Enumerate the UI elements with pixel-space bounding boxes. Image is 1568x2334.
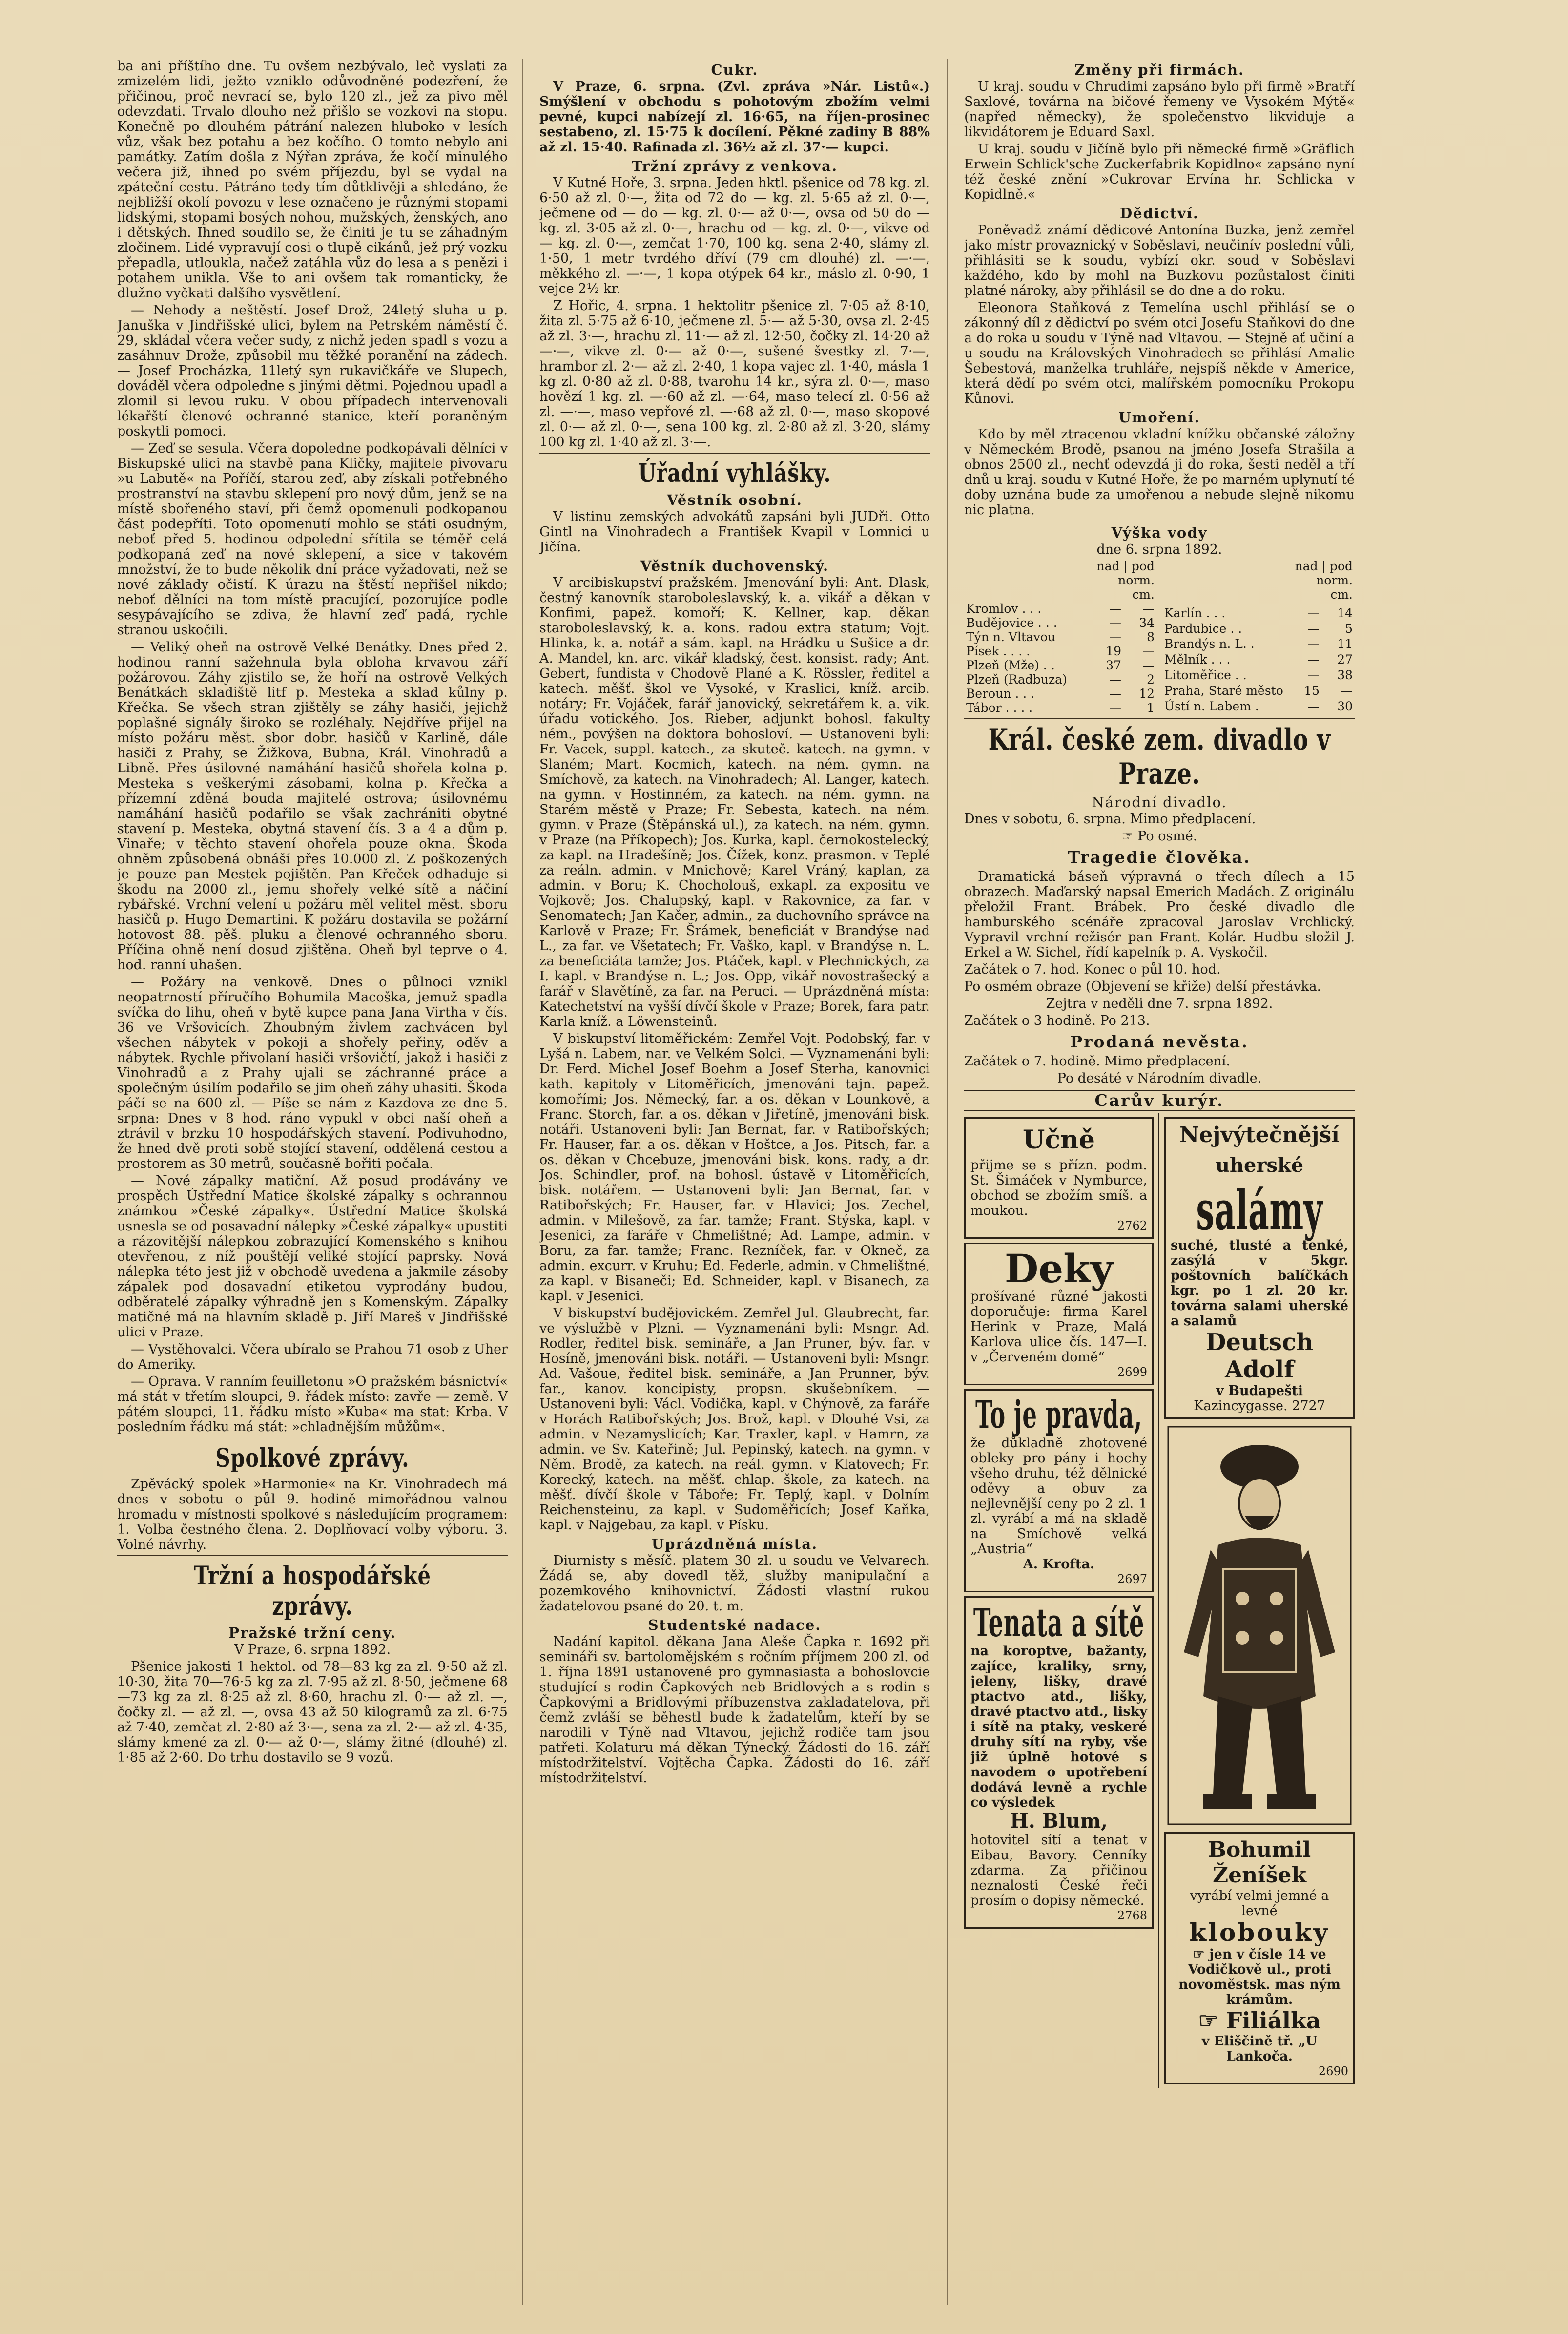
water-pod: 14: [1337, 605, 1353, 620]
article-cukr: V Praze, 6. srpna. (Zvl. zpráva »Nár. Listů«.) Smýšlení v obchodu s pohotovým zbožím velmi pevné, kupci nabízejí zl. 16·65, na říjen-prosinec sestabeno, zl. 15·75 k docílení. Pěkné zadiny B 88% až zl. 15·40. Rafinada zl. 36½ až zl. 37·— kupci.: [539, 79, 930, 155]
water-place: Kromlov . . .: [966, 602, 1042, 616]
water-place: Praha, Staré město: [1164, 684, 1283, 698]
water-row: [1162, 637, 1355, 652]
water-row: [1162, 652, 1355, 668]
article-pozary: — Požáry na venkově. Dnes o půlnoci vznikl neopatrností příručího Bohumila Macoška, jemuž spadla svíčka do lihu, oheň v bytě kupce pana Jana Virtha v čís. 36 ve Vršovicích. Zhoubným živlem zachvácen byl všechen nábytek v pokoji a shořely peřiny, oděv a nábytek. Rychle přivolaní hasiči vršovičtí, jakož i hasiči z Vinohradů a z Prahy ujali se záchranné práce a společným úsilím podařilo se jim oheň záhy uhasiti. Škoda páčí se na 600 zl. — Píše se nám z Kazdova ze dne 5. srpna: Dnes v 8 hod. ráno vypukl v obci naší oheň a ztrávil v brzku 10 hospodářských stavení. Podivuhodno, že hned dvě proti sobě stojící stavení, oddělená cestou a prostorem as 30 metrů, současně bořiti počala.: [117, 975, 508, 1171]
column-left: [117, 59, 508, 2305]
ads-left: [964, 1113, 1159, 2088]
water-nad: —: [1307, 637, 1320, 651]
water-row: [964, 602, 1156, 616]
water-pod: 12: [1139, 687, 1155, 701]
water-place: Plzeň (Radbuza): [966, 672, 1067, 687]
water-pod: 8: [1147, 630, 1155, 644]
play-title: Carův kurýr.: [964, 1090, 1355, 1111]
water-level-table: [964, 559, 1355, 715]
water-place: Pardubice . .: [1164, 621, 1242, 636]
subheading: Pražské tržní ceny.: [228, 1625, 396, 1641]
subheading: Dědictví.: [1120, 205, 1199, 222]
article-uprazdnena: Diurnisty s měsíč. platem 30 zl. u soudu ve Velvarech. Žádá se, aby dovedl těž, služby manipulační a pozemkového knihovnictví. Žádosti vlastní rukou žadatelovou psané do 20. t. m.: [539, 1553, 930, 1614]
water-nad: 19: [1106, 644, 1121, 658]
ad-title: [1171, 2007, 1348, 2034]
ads-right: [1164, 1113, 1355, 2088]
article-duchovensky-1: V arcibiskupství pražském. Jmenování byli: Ant. Dlask, čestný kanovník staroboleslavský, k. a. vikář a děkan v Konfimi, papež. komoří; K. Kellner, kap. děkan staroboleslavský, k. a. kons. radou extra statum; Vojt. Hlinka, k. a. notář a sám. kapl. na Hrádku u Sušice a dr. A. Mandel, kn. arc. vikář kladský, čest. konsist. rady; Ant. Gebert, fundista v Chodově Plané a K. Rössler, ředitel a katech. měšť. škol ve Vysoké, v Kraslici, kníž. arcib. notáry; Fr. Vojáček, farář janovický, sekretářem k. a. vik. úřadu votického. Jos. Rieber, adjunkt bohosl. fakulty ném., povýšen na doktora bohosloví. — Ustanoveni byli: Fr. Vacek, suppl. katech., za skuteč. katech. na gymn. v Slaném; Mart. Kocmich, katech. na ném. gymn. na Smíchově, za katech. na Vinohradech; Al. Langer, katech. na gymn. v Hostinném, za katech. na ném. gymn. na Starém městě v Praze; Fr. Sebesta, katech. na ném. gymn. v Praze (Štěpánská ul.), za katech. na ném. gymn. v Praze (na Příkopech); Jos. Kurka, kapl. černokostelecký, za kapl. na Hradešíně; Jos. Čížek, konz. prasmon. v Teplé za reáln. admin. v Mnichově; Karel Vráný, kaplan, za admin. v Boru; K. Chocholouš, exkapl. za expositu ve Vojkově; Jos. Chalupský, kapl. v Rakovnice, za far. v Senomatech; Jan Kačer, admin., za duchovního správce na Karlově v Praze; Fr. Šrámek, beneficiát v Brandýse nad L., za far. ve Všetatech; Fr. Vaško, kapl. v Brandýse n. L. za beneficiáta tamže; Jos. Ptáček, kapl. v Plechnických, za I. kapl. v Brandýse n. L.; Jos. Opp, vikář novostrašecký a farář v Slavětíně, za far. na Peruci. — Uprázdněná místa: Katechetství na vyšší dívčí škole v Praze; Borek, fara patr. Karla kníž. a Löwensteinů.: [539, 575, 930, 1029]
water-row: [1162, 699, 1355, 715]
water-pod: —: [1142, 644, 1155, 658]
ad-number: 2697: [1117, 1572, 1147, 1586]
ad-text: suché, tlusté a tenké, zasýlá v 5kgr. poštovních balíčkách kgr. po 1 zl. 20 kr. továrna salami uherské a salamů: [1171, 1238, 1348, 1329]
article-dedictvi-2: Eleonora Staňková z Temelína uschl přihlásí se o zákonný díl z dědictví po svém otci Josefu Staňkovi do dne a do roka u soudu v Týně nad Vltavou. — Stejně ať učiní a u soudu na Královských Vinohradech se přihlásí Amalie Šebestová, manželka truhláře, nejspíš někde v Americe, která dědí po svém otci, malířském pomocníku Prokopu Kůnovi.: [964, 300, 1355, 406]
performance-note: Po desáté v Národním divadle.: [1057, 1071, 1262, 1086]
water-table-right: [1162, 559, 1355, 715]
water-row: [1162, 668, 1355, 684]
ad-address: [1171, 1398, 1348, 1414]
water-header: nad | pod norm. cm.: [1295, 559, 1353, 602]
water-nad: —: [1307, 605, 1320, 620]
subheading: Tržní zprávy z venkova.: [631, 158, 838, 174]
ad-salamy: [1164, 1117, 1355, 1419]
water-row: [964, 658, 1156, 672]
article-zapalky: — Nové zápalky matiční. Až posud prodávány ve prospěch Ústřední Matice školské zápalky s ochrannou známkou »České zápalky«. Ústřední Matice školská usnesla se od posavadní nálepky »České zápalky« upustiti a rázovitější nálepkou zobrazující Komenského s knihou otevřenou, z níž pouštějí veliké stojící paprsky. Nová nálepka této jest již v obchodě uvedena a jakmile zásoby zápalek pod dosavadní etiketou vyprodány budou, odběratelé zápalky výhradně jen s Komenským. Zápalky matičné má na hlavním skladě p. Jiří Mareš v Jindřišské ulici v Praze.: [117, 1173, 508, 1340]
water-row: [964, 701, 1156, 715]
divider: [964, 718, 1355, 719]
play-description: Dramatická báseň výpravná o třech dílech a 15 obrazech. Maďarský napsal Emerich Madách. Z originálu přeložil Frant. Brábek. Pro české divadlo dle hamburského scénáře zpracoval Jaroslav Vrchlický. Vypravil vrchní režisér pan Frant. Kolár. Hudbu složil J. Erkel a W. Sichel, řídí kapelník p. A. Vyskočil.: [964, 869, 1355, 960]
ad-firm: A. Krofta.: [1023, 1557, 1095, 1572]
water-place: Tábor . . . .: [966, 701, 1033, 715]
divider: [117, 1555, 508, 1556]
ad-pravda: [964, 1389, 1154, 1592]
ad-title: uherské: [1215, 1154, 1304, 1177]
water-pod: 34: [1139, 616, 1155, 630]
water-place: Mělník . . .: [1164, 652, 1231, 667]
water-nad: —: [1109, 672, 1121, 687]
start-time: Začátek o 3 hodině. Po 213.: [964, 1013, 1150, 1028]
column-rule: [947, 59, 948, 2305]
subheading: Změny při firmách.: [1074, 62, 1245, 78]
water-place: Brandýs n. L. .: [1164, 637, 1255, 651]
article-ceny: Pšenice jakosti 1 hektol. od 78—83 kg za zl. 9·50 až zl. 10·30, žita 70—76·5 kg za zl. 7·95 až zl. 8·50, ječmene 68—73 kg za zl. 8·25 až zl. 8·60, hrachu zl. 0·— až zl. —, čočky zl. — až zl. —, ovsa 43 až 50 kilogramů za zl. 6·75 až 7·40, zemčat zl. 2·80 až 3·—, sena za zl. 2·— až zl. 4·35, slámy kmené za zl. 0·— až 0·—, slámy žitné (dlouhé) zl. 1·85 až 2·60. Do trhu dostavilo se 9 vozů.: [117, 1659, 508, 1765]
water-row: [1162, 606, 1355, 622]
pointing-hand-icon: ☞: [1198, 2007, 1218, 2034]
water-date: dne 6. srpna 1892.: [1096, 542, 1222, 557]
ad-number: 2727: [1292, 1398, 1325, 1414]
ad-text: prošívané různé jakosti doporučuje: firma Karel Herink v Praze, Malá Karlova ulice čís. 147—I. v „Červeném domě“: [970, 1289, 1147, 1365]
water-pod: 5: [1345, 621, 1353, 636]
section-heading: Tržní a hospodářské zprávy.: [194, 1561, 431, 1621]
article-text: ba ani příštího dne. Tu ovšem nezbývalo, leč vyslati za zmizelém lidi, ježto vzniklo odůvodněné podezření, že přičinou, proč nevrací se, bylo 120 zl., jež za pivo měl odevzdati. Trvalo dlouho než přišlo se vozkovi na stopu. Konečně po dlouhém pátrání nalezen hluboko v lesích vůz, však bez potahu a bez kočího. O tomto nebylo ani památky. Zatím došla z Nýřan zpráva, že kočí minulého večera již, ihned po svém příjezdu, byl se vydal na zpáteční cestu. Pátráno tedy tím důtklivěji a shledáno, že nejbližší okolí povozu v lese označeno je různými stopami lidskými, stopami bosých nohou, mužských, ženských, ano i dětských. Ihned soudilo se, že činiti je tu se záhadným zločinem. Lidé vypravují cosi o tlupě cikánů, jež prý vozku přepadla, utloukla, načež zatáhla vůz do lesa a s penězi i potahem unikla. Vše to ani ovšem tak romanticky, že dlužno vyčkati dalšího vysvětlení.: [117, 59, 508, 301]
water-place: Ústí n. Labem .: [1164, 699, 1259, 714]
water-header: nad | pod norm. cm.: [1096, 559, 1155, 602]
ad-text: že důkladně zhotovené obleky pro pány i hochy všeho druhu, též dělnické oděvy a obuv za nejlevnější ceny po 2 zl. 1 zl. vyrábí a má na skladě na Smíchově velká „Austria“: [970, 1436, 1147, 1557]
subheading: Studentské nadace.: [648, 1617, 822, 1633]
figure-illustration: [1164, 1423, 1355, 1828]
article-dedictvi-1: Poněvadž známí dědicové Antonína Buzka, jenž zemřel jako místr provaznický v Soběslavi, neučinív poslední vůli, přihlásiti se k soudu, vybízí okr. soud v Soběslavi každého, kdo by mohl na Buzkovu pozůstalost činiti platné nároky, aby přihlásil se do dne a do roku.: [964, 223, 1355, 298]
water-nad: —: [1109, 630, 1121, 644]
ad-text: hotovitel sítí a tenat v Eibau, Bavory. Cenníky zdarma. Za přičinou neznalosti České řeči prosím o dopisy německé.: [970, 1833, 1147, 1908]
water-pod: 30: [1337, 699, 1353, 714]
water-place: Beroun . . .: [966, 687, 1035, 701]
ad-title: Nejvýtečnější: [1179, 1123, 1340, 1147]
subheading: Národní divadlo.: [1092, 794, 1227, 811]
article-vystehovalci: — Vystěhovalci. Včera ubíralo se Prahou 71 osob z Uher do Ameriky.: [117, 1342, 508, 1372]
article-umoreni: Kdo by měl ztracenou vkladní knížku občanské záložny v Německém Brodě, psanou na jméno Josefa Strašila a obnos 2500 zl., nechť odevzdá ji do roka, šesti neděl a tří dnů u kraj. soudu v Kutné Hoře, že po marném uplynutí té doby uznána bude za umořenou a nebude slejně nikomu nic platna.: [964, 427, 1355, 518]
water-row: [964, 644, 1156, 658]
ad-number: 2762: [1117, 1219, 1147, 1232]
performance-count: [964, 829, 1355, 844]
ad-number: 2690: [1318, 2064, 1348, 2078]
theatre-heading: Král. české zem. divadlo v Praze.: [988, 723, 1331, 791]
ad-firm: Deutsch Adolf: [1205, 1329, 1314, 1383]
water-place: Litoměřice . .: [1164, 668, 1247, 683]
water-pod: —: [1142, 658, 1155, 672]
ad-title: Učně: [1023, 1125, 1095, 1155]
water-pod: 2: [1147, 672, 1155, 687]
ad-firm: H. Blum,: [1010, 1810, 1108, 1833]
ad-number: 2699: [1117, 1365, 1147, 1379]
dateline: V Praze, 6. srpna 1892.: [234, 1642, 391, 1657]
section-heading: Spolkové zprávy.: [215, 1443, 410, 1473]
article-harmonie: Zpěvácký spolek »Harmonie« na Kr. Vinohradech má dnes v sobotu o půl 9. hodině mimořádnou valnou hromadu v místnosti spolkové s následujícím programem: 1. Volba čestného člena. 2. Doplňovací volby výboru. 3. Volné návrhy.: [117, 1477, 508, 1552]
article-firmy-1: U kraj. soudu v Chrudimi zapsáno bylo při firmě »Bratří Saxlové, továrna na bičové řemeny ve Vysokém Mýtě« (napřed německy), že společenstvo likviduje a likvidátorem je Eduard Saxl.: [964, 79, 1355, 140]
water-row: [964, 687, 1156, 701]
pointing-hand-icon: ☞: [1193, 1947, 1205, 1962]
ad-title: To je pravda,: [975, 1393, 1142, 1437]
ad-tenata: [964, 1596, 1154, 1929]
ad-zenisek: [1164, 1832, 1355, 2084]
water-place: Karlín . . .: [1164, 605, 1226, 620]
ad-number: 2768: [1117, 1909, 1147, 1922]
water-nad: —: [1307, 699, 1320, 714]
start-time: Začátek o 7. hodině. Mimo předplacení.: [964, 1054, 1231, 1069]
ad-title: klobouky: [1189, 1918, 1330, 1947]
ad-title: Bohumil Ženíšek: [1208, 1837, 1311, 1888]
ad-text-body: jen v čísle 14 ve Vodičkově ul., proti novoměstsk. mas ným krámům.: [1178, 1947, 1341, 2007]
play-title: Prodaná nevěsta.: [1070, 1032, 1249, 1051]
water-place: Plzeň (Mže) . .: [966, 658, 1055, 672]
article-kutna-hora: V Kutné Hoře, 3. srpna. Jeden hktl. pšenice od 78 kg. zl. 6·50 až zl. 0·—, žita od 72 do — kg. zl. 5·65 až zl. 0·—, ječmene od — do — kg. zl. 0·— až 0·—, ovsa od 50 do — kg. zl. 3·05 až zl. 0·—, hrachu od — kg. zl. 0·—, vikve od — kg. zl. 0·—, zemčat 1·70, 100 kg. sena 2·40, slámy zl. 1·50, 1 metr tvrdého dříví (79 cm dlouhé) zl. —·—, měkkého zl. —·—, 1 kopa otýpek 64 kr., máslo zl. 0·90, 1 vejce 2½ kr.: [539, 175, 930, 296]
subheading: Výška vody: [1111, 524, 1208, 541]
performance-date: Dnes v sobotu, 6. srpna. Mimo předplacení.: [964, 812, 1256, 827]
water-nad: —: [1307, 668, 1320, 683]
article-firmy-2: U kraj. soudu v Jičíně bylo při německé firmě »Gräflich Erwein Schlick'sche Zuckerfabrik Kopidlno« zapsáno nyní též české znění »Cukrovar Ervína hr. Schlicka v Kopidlně.«: [964, 142, 1355, 202]
water-pod: —: [1142, 602, 1155, 616]
water-table-left: [964, 559, 1156, 715]
ad-ucne: [964, 1117, 1154, 1239]
ad-text: vyrábí velmi jemné a levné: [1190, 1888, 1329, 1918]
water-pod: 11: [1337, 637, 1353, 651]
water-nad: 37: [1106, 658, 1121, 672]
subheading: Uprázdněná místa.: [651, 1536, 818, 1552]
ad-title-text: Filiálka: [1226, 2007, 1321, 2034]
subheading: Cukr.: [711, 62, 759, 78]
ad-title: salámy: [1196, 1179, 1323, 1242]
water-row: [1162, 684, 1355, 699]
water-nad: —: [1307, 652, 1320, 667]
ad-text: na koroptve, bažanty, zajíce, kraliky, srny, jeleny, lišky, dravé ptactvo atd., lišky, dravé ptactvo atd., lisky i sítě na ptaky, veskeré druhy sítí na ryby, vše již úplně hotové s navodem o upotřebení dodává levně a rychle co výsledek: [970, 1644, 1147, 1810]
article-duchovensky-3: V biskupství budějovickém. Zemřel Jul. Glaubrecht, far. ve výslužbě v Plzni. — Vyznamenáni byli: Msngr. Ad. Rodler, ředitel bisk. semináře, a Jan Pruner, býv. far. v Hosíně, jmenováni bisk. notáři. — Ustanoveni byli: Msngr. Ad. Vašoue, ředitel bisk. semináře, a Jan Prunner, býv. far., kanov. koncipisty, propsn. skušebníkem. — Ustanoveni byli: Václ. Vodička, kapl. v Chýnově, za faráře v Horách Ratibořských; Jos. Brož, kapl. v Dlouhé Vsi, za admin. v Nezamyslicích; Kar. Traxler, kapl. v Hamrn, za admin. ve Sv. Kateřině; Jul. Pepinský, katech. na gymn. v Něm. Brodě, za katech. na reál. gymn. v Klatovech; Fr. Korecký, katech. na měšť. chlap. škole, za katech. na měšť. dívčí škole v Táboře; Fr. Teplý, kapl. v Dolním Reichensteinu, za kapl. v Sudoměřicích; Josef Kaňka, kapl. v Najgebau, za kapl. v Písku.: [539, 1306, 930, 1533]
water-row: [1162, 622, 1355, 637]
pointing-hand-icon: ☞: [1121, 829, 1134, 844]
column-middle: [539, 59, 930, 2305]
water-place: Budějovice . . .: [966, 616, 1057, 630]
column-rule: [522, 59, 523, 2305]
ad-text: [1171, 1947, 1348, 2007]
water-pod: 27: [1337, 652, 1353, 667]
subheading: Věstník osobní.: [667, 492, 803, 508]
water-nad: —: [1109, 701, 1121, 715]
water-row: [964, 616, 1156, 630]
ad-title: Deky: [1004, 1246, 1114, 1292]
performance-count-text: Po osmé.: [1137, 829, 1197, 844]
intermission-note: Po osmém obraze (Objevení se křiže) delší přestávka.: [964, 979, 1321, 994]
ad-address-text: Kazincygasse.: [1194, 1398, 1288, 1414]
water-place: Písek . . . .: [966, 644, 1031, 658]
section-heading: Úřadní vyhlášky.: [638, 458, 831, 488]
water-nad: —: [1307, 621, 1320, 636]
article-ohen: — Veliký oheň na ostrově Velké Benátky. Dnes před 2. hodinou ranní sažehnula byla obloha krvavou září požárovou. Záhy zjistilo se, že hoří na ostrově Velkých Benátkách skladiště litf p. Mesteka a sklad kůlny p. Křečka. Se všech stran zjištěly se záhy hasiči, jejichž poplašné signály široko se rozléhaly. Nejdříve přijel na místo požáru měst. sbor dobr. hasičů v Karlině, dále hasiči z Prahy, se Žižkova, Bubna, Král. Vinohradů a Libně. Přes úsilovné namáhání hasičů shořela kolna p. Mesteka s veškerými zásobami, kolna p. Křečka a přízemní zděná bouda majitelé ostrova; úsilovnému namáhání hasičů podařilo se však zachrániti obytné stavení p. Mesteka, obytná stavení čís. 3 a 4 a dům p. Vinaře; v těchto stavení ohořela pouze okna. Škoda ohněm způsobená obnáší přes 10.000 zl. Z poškozených je pouze pan Mestek pojištěn. Pan Křeček odhaduje si škodu na 2000 zl., jemu shořely velké sítě a náčiní rybářské. Vrchní velení u požáru měl velitel měst. sboru hasičů p. Hugo Demartini. K požáru dostavila se požární hotovost 88. pěš. pluku a členové ochranného sboru. Příčina ohně není dosud zjištěna. Oheň byl teprve o 4. hod. ranní uhašen.: [117, 640, 508, 973]
ad-text: přijme se s přízn. podm. St. Šimáček v Nymburce, obchod se zbožím smíš. a moukou.: [970, 1158, 1147, 1218]
column-right: [964, 59, 1355, 2305]
start-time: Začátek o 7. hod. Konec o půl 10. hod.: [964, 962, 1221, 977]
water-row: [964, 630, 1156, 644]
ads-block: [964, 1113, 1355, 2088]
hat-advert-illustration: [1164, 1423, 1355, 1828]
article-vestnik: V listinu zemských advokátů zapsáni byli JUDři. Otto Gintl na Vinohradech a František Kvapil v Lomnici u Jičína.: [539, 509, 930, 555]
water-nad: 15: [1304, 684, 1320, 698]
article-nehody: — Nehody a neštěstí. Josef Drož, 24letý sluha u p. Januška v Jindřišské ulici, bylem na Petrském náměstí č. 29, skládal včera večer sudy, z nichž jeden spadl s vozu a zasáhnuv Drože, způsobil mu těžké poranění na zádech. — Josef Procházka, 11letý syn rukavičkáře ve Slupech, dováděl včera odpoledne s jinými dětmi. Pojednou upadl a zlomil si levou ruku. V obou případech intervenovali lékařští členové ochranné stanice, kteří poraněným poskytli pomoci.: [117, 303, 508, 439]
water-nad: —: [1109, 602, 1121, 616]
ad-deky: [964, 1243, 1154, 1385]
article-duchovensky-2: V biskupství litoměřickém: Zemřel Vojt. Podobský, far. v Lyšá n. Labem, nar. ve Velkém Solci. — Vyznamenáni byli: Dr. Ferd. Michel Josef Boehm a Josef Sterha, kanovnici kath. kapitoly v Litoměřicích, jmenováni tajn. papež. komořími; Jos. Německý, far. a os. děkan v Lounkově, a Franc. Storch, far. a os. děkan v Jiřetíně, jmenováni bisk. notáři. Ustanoveni byli: Jan Bernat, far. v Ratibořských; Fr. Hauser, far. a os. děkan v Hoštce, a Jos. Pitsch, far. a os. děkan v Chcebuze, jmenováni bisk. kons. rady, a dr. Jos. Schindler, prof. na bohosl. ústavě v Litoměřicích, bisk. notářem. — Ustanoveni byli: Jan Bernat, far. v Ratibořských; Fr. Hauser, far. v Hlavici; Jos. Zechel, admin. v Milešově, za far. tamže; Frant. Stýska, kapl. v Jesenici, za faráře v Chmelištné; Ad. Lampe, admin. v Boru, za far. tamže; Franc. Rezníček, far. v Okneč, za admin. excurr. v Kruhu; Ed. Federle, admin. v Chmelištné, za kapl. v Bisaneči; Ed. Schneider, kapl. v Bisanech, za kapl. v Jesenici.: [539, 1031, 930, 1304]
water-pod: 38: [1337, 668, 1353, 683]
water-row: [964, 672, 1156, 687]
divider: [539, 453, 930, 454]
ad-title: Tenata a sítě: [973, 1600, 1145, 1646]
article-nadace: Nadání kapitol. děkana Jana Aleše Čapka r. 1692 při semináři sv. bartolomějském s ročním příjmem 200 zl. od 1. října 1891 ustanovené pro gymnasiasta a bohoslovcie studující s rodin Čapkových neb Bridlových a s rodin s Čapkovými a Bridlovými příbuzenstva zakladatelova, při čemž zvláší se běhestl bude k žadatelům, kteří by se narodili v Týně nad Vltavou, jejichž rodiče tam jsou patřeti. Kolaturu má děkan Týnecký. Žádosti do 16. září místodržitelství. Vojtěcha Čapka. Žádosti do 16. září místodržitelství.: [539, 1634, 930, 1786]
water-pod: 1: [1147, 701, 1155, 715]
ad-address: v Eliščině tř. „U Lankoča.: [1201, 2034, 1318, 2064]
water-place: Týn n. Vltavou: [966, 630, 1056, 644]
article-zed: — Zeď se sesula. Včera dopoledne podkopávali dělníci v Biskupské ulici na stavbě pana Kličky, majitele pivovaru »u Labutě« na Poříčí, starou zeď, aby získali potřebného prostranství na stavbu sklepení pro nový dům, jenž se na místě sbořeného staví, při čemž opomenuli podkopanou část podepříti. Toto opomenutí mohlo se státi osudným, neboť před 5. hodinou odpolední sřítila se téměř celá podkopaná zeď na nové sklepení, a sice v takovém množství, že to bude několik dní práce vyžadovati, než se nové základy očistí. K úrazu na štěstí nepřišel nikdo; neboť dělníci na tom místě pracující, pozorujíce podle sesypávajícího se zdiva, že hlavní zeď padá, rychle stranou uskočili.: [117, 441, 508, 638]
ad-city: v Budapešti: [1216, 1383, 1303, 1398]
water-nad: —: [1109, 616, 1121, 630]
next-date: Zejtra v neděli dne 7. srpna 1892.: [1046, 996, 1273, 1011]
play-title: Tragedie člověka.: [1068, 848, 1251, 867]
article-oprava: — Oprava. V ranním feuilletonu »O pražském básnictví« má stát v třetím sloupci, 9. řádek místo: zavře — země. V pátém sloupci, 11. řádku místo »Kuba« ma stat: Krba. V posledním řádku má stát: »chladnějším můžům«.: [117, 1374, 508, 1435]
water-nad: —: [1109, 687, 1121, 701]
water-pod: —: [1341, 684, 1353, 698]
subheading: Umoření.: [1118, 409, 1200, 426]
subheading: Věstník duchovenský.: [640, 558, 829, 574]
article-horice: Z Hořic, 4. srpna. 1 hektolitr pšenice zl. 7·05 až 8·10, žita zl. 5·75 až 6·10, ječmene zl. 5·— až 5·30, ovsa zl. 2·45 až zl. 3·—, hrachu zl. 11·— až zl. 12·50, čočky zl. 14·20 až —·—, vikve zl. 0·— až 0·—, sušené švestky zl. 7·—, hrambor zl. 2·— až zl. 2·40, 1 kopa vajec zl. 1·40, másla 1 kg zl. 0·80 až zl. 0·88, tvarohu 14 kr., sýra zl. 0·—, maso hovězí 1 kg. zl. —·60 až zl. —·64, maso telecí zl. 0·56 až zl. —·—, maso vepřové zl. —·68 až zl. 0·—, maso skopové zl. 0·— až zl. 0·—, sena 100 kg. zl. 2·80 až zl. 3·20, slámy 100 kg zl. 1·40 až zl. 3·—.: [539, 298, 930, 450]
